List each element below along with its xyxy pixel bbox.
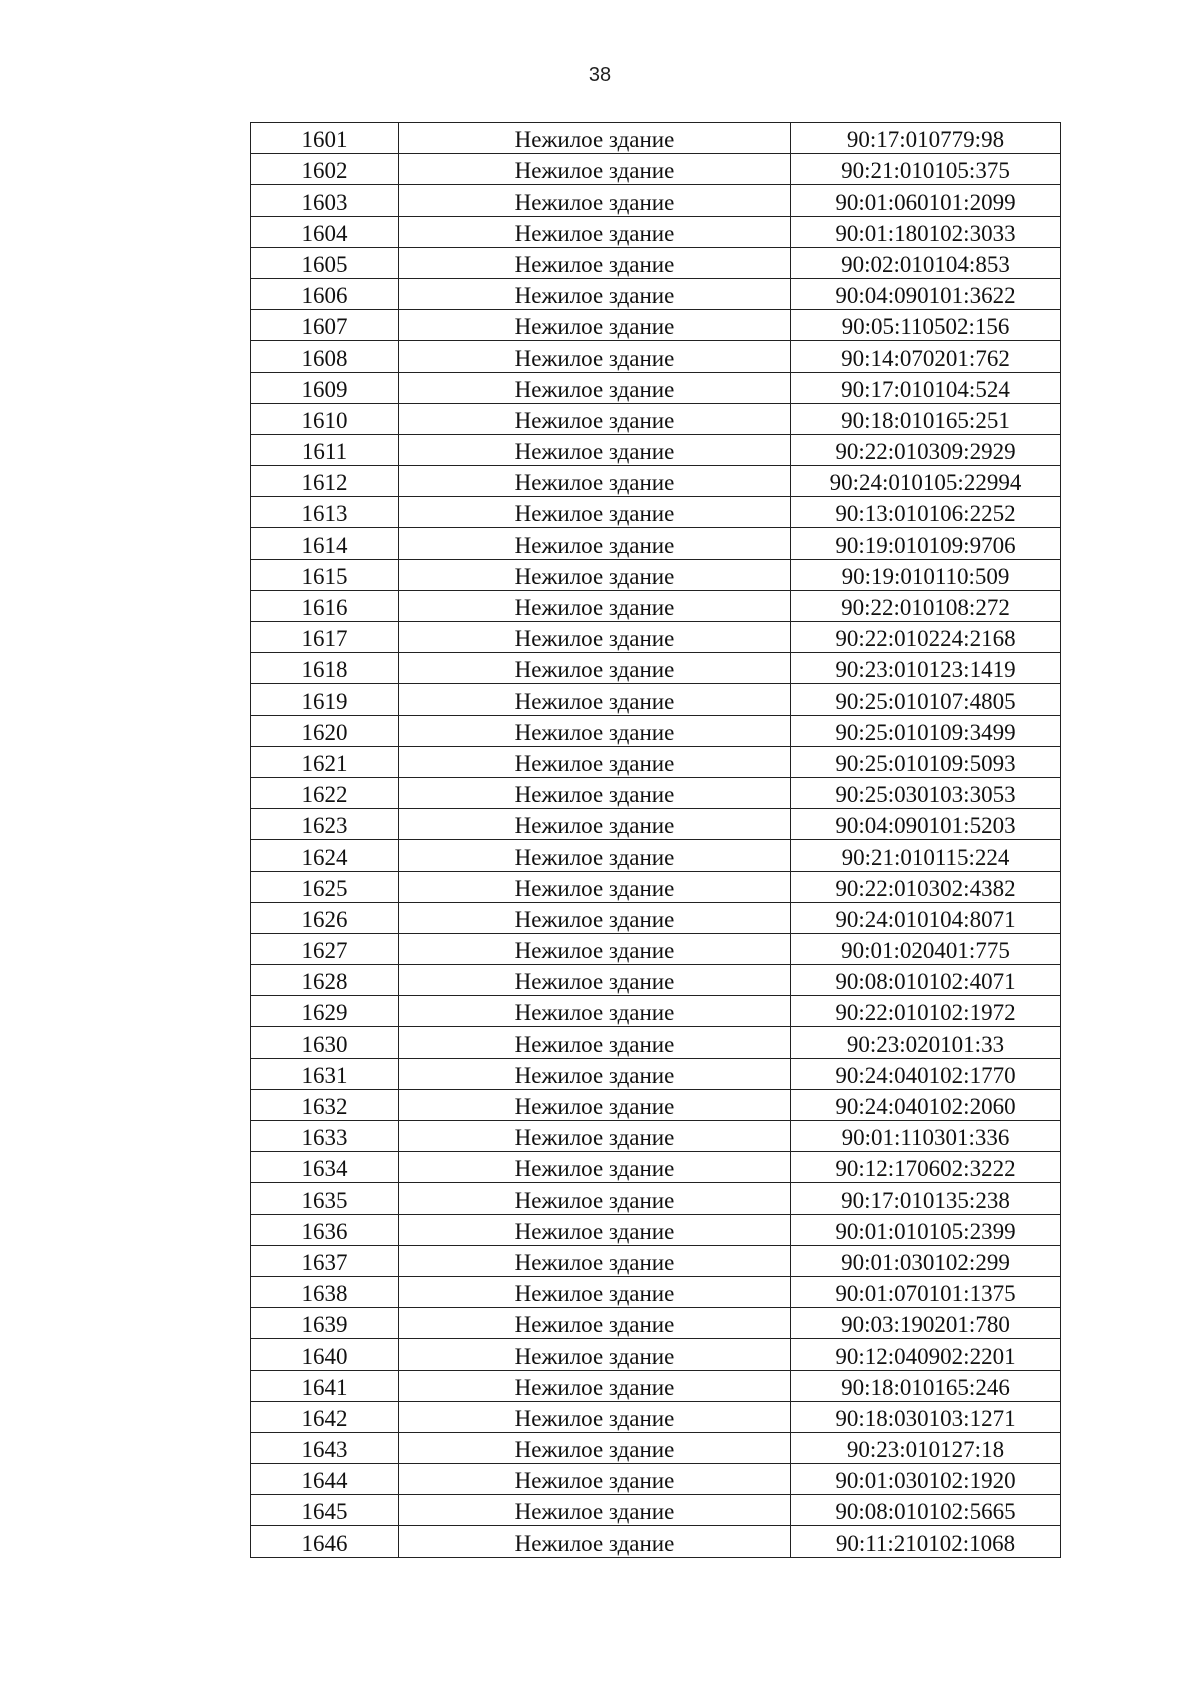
row-number-cell: 1601 <box>251 123 399 154</box>
table-row <box>251 310 1061 341</box>
row-number-cell: 1604 <box>251 216 399 247</box>
row-number-cell: 1609 <box>251 372 399 403</box>
table-row <box>251 1432 1061 1463</box>
object-type-cell: Нежилое здание <box>399 1339 791 1370</box>
cadastral-number-cell: 90:01:030102:299 <box>791 1245 1061 1276</box>
table-row <box>251 403 1061 434</box>
cadastral-number-cell: 90:17:010135:238 <box>791 1183 1061 1214</box>
row-number-cell: 1618 <box>251 653 399 684</box>
row-number-cell: 1640 <box>251 1339 399 1370</box>
object-type-cell: Нежилое здание <box>399 933 791 964</box>
cadastral-number-cell: 90:14:070201:762 <box>791 341 1061 372</box>
table-row <box>251 590 1061 621</box>
object-type-cell: Нежилое здание <box>399 684 791 715</box>
cadastral-number-cell: 90:25:010109:5093 <box>791 746 1061 777</box>
object-type-cell: Нежилое здание <box>399 1464 791 1495</box>
table-row <box>251 341 1061 372</box>
cadastral-number-cell: 90:19:010109:9706 <box>791 528 1061 559</box>
row-number-cell: 1610 <box>251 403 399 434</box>
row-number-cell: 1637 <box>251 1245 399 1276</box>
object-type-cell: Нежилое здание <box>399 1183 791 1214</box>
row-number-cell: 1634 <box>251 1152 399 1183</box>
object-type-cell: Нежилое здание <box>399 840 791 871</box>
row-number-cell: 1621 <box>251 746 399 777</box>
table-row <box>251 278 1061 309</box>
row-number-cell: 1616 <box>251 590 399 621</box>
row-number-cell: 1627 <box>251 933 399 964</box>
object-type-cell: Нежилое здание <box>399 1245 791 1276</box>
object-type-cell: Нежилое здание <box>399 310 791 341</box>
cadastral-number-cell: 90:23:010127:18 <box>791 1432 1061 1463</box>
table-row <box>251 1058 1061 1089</box>
cadastral-number-cell: 90:17:010104:524 <box>791 372 1061 403</box>
table-row <box>251 653 1061 684</box>
table-row <box>251 1121 1061 1152</box>
table-row <box>251 154 1061 185</box>
table-row <box>251 1308 1061 1339</box>
object-type-cell: Нежилое здание <box>399 247 791 278</box>
cadastral-number-cell: 90:01:070101:1375 <box>791 1276 1061 1307</box>
cadastral-number-cell: 90:01:180102:3033 <box>791 216 1061 247</box>
cadastral-number-cell: 90:02:010104:853 <box>791 247 1061 278</box>
table-row <box>251 1027 1061 1058</box>
row-number-cell: 1625 <box>251 871 399 902</box>
cadastral-number-cell: 90:24:040102:2060 <box>791 1089 1061 1120</box>
object-type-cell: Нежилое здание <box>399 497 791 528</box>
object-type-cell: Нежилое здание <box>399 1121 791 1152</box>
row-number-cell: 1605 <box>251 247 399 278</box>
table-row <box>251 902 1061 933</box>
object-type-cell: Нежилое здание <box>399 372 791 403</box>
row-number-cell: 1614 <box>251 528 399 559</box>
row-number-cell: 1635 <box>251 1183 399 1214</box>
row-number-cell: 1629 <box>251 996 399 1027</box>
table-row <box>251 123 1061 154</box>
table-row <box>251 1464 1061 1495</box>
object-type-cell: Нежилое здание <box>399 1495 791 1526</box>
table-row <box>251 497 1061 528</box>
row-number-cell: 1636 <box>251 1214 399 1245</box>
row-number-cell: 1612 <box>251 466 399 497</box>
cadastral-number-cell: 90:23:010123:1419 <box>791 653 1061 684</box>
table-row <box>251 965 1061 996</box>
table-row <box>251 1089 1061 1120</box>
registry-table <box>250 122 1061 1558</box>
object-type-cell: Нежилое здание <box>399 341 791 372</box>
object-type-cell: Нежилое здание <box>399 123 791 154</box>
cadastral-number-cell: 90:22:010224:2168 <box>791 622 1061 653</box>
object-type-cell: Нежилое здание <box>399 278 791 309</box>
cadastral-number-cell: 90:03:190201:780 <box>791 1308 1061 1339</box>
cadastral-number-cell: 90:12:170602:3222 <box>791 1152 1061 1183</box>
row-number-cell: 1632 <box>251 1089 399 1120</box>
table-row <box>251 1276 1061 1307</box>
row-number-cell: 1622 <box>251 777 399 808</box>
object-type-cell: Нежилое здание <box>399 777 791 808</box>
row-number-cell: 1624 <box>251 840 399 871</box>
cadastral-number-cell: 90:24:010104:8071 <box>791 902 1061 933</box>
table-row <box>251 559 1061 590</box>
object-type-cell: Нежилое здание <box>399 871 791 902</box>
row-number-cell: 1646 <box>251 1526 399 1557</box>
table-row <box>251 216 1061 247</box>
table-row <box>251 1214 1061 1245</box>
object-type-cell: Нежилое здание <box>399 528 791 559</box>
object-type-cell: Нежилое здание <box>399 1526 791 1557</box>
cadastral-number-cell: 90:18:010165:251 <box>791 403 1061 434</box>
object-type-cell: Нежилое здание <box>399 1058 791 1089</box>
cadastral-number-cell: 90:24:010105:22994 <box>791 466 1061 497</box>
object-type-cell: Нежилое здание <box>399 965 791 996</box>
cadastral-number-cell: 90:13:010106:2252 <box>791 497 1061 528</box>
table-row <box>251 746 1061 777</box>
cadastral-number-cell: 90:18:030103:1271 <box>791 1401 1061 1432</box>
cadastral-number-cell: 90:23:020101:33 <box>791 1027 1061 1058</box>
row-number-cell: 1619 <box>251 684 399 715</box>
cadastral-number-cell: 90:01:020401:775 <box>791 933 1061 964</box>
table-row <box>251 996 1061 1027</box>
row-number-cell: 1626 <box>251 902 399 933</box>
cadastral-number-cell: 90:05:110502:156 <box>791 310 1061 341</box>
row-number-cell: 1630 <box>251 1027 399 1058</box>
cadastral-number-cell: 90:01:010105:2399 <box>791 1214 1061 1245</box>
row-number-cell: 1620 <box>251 715 399 746</box>
table-row <box>251 466 1061 497</box>
cadastral-number-cell: 90:25:010109:3499 <box>791 715 1061 746</box>
row-number-cell: 1638 <box>251 1276 399 1307</box>
cadastral-number-cell: 90:01:110301:336 <box>791 1121 1061 1152</box>
table-row <box>251 1526 1061 1557</box>
table-row <box>251 809 1061 840</box>
table-row <box>251 185 1061 216</box>
cadastral-number-cell: 90:25:010107:4805 <box>791 684 1061 715</box>
object-type-cell: Нежилое здание <box>399 216 791 247</box>
row-number-cell: 1639 <box>251 1308 399 1339</box>
object-type-cell: Нежилое здание <box>399 653 791 684</box>
table-row <box>251 1183 1061 1214</box>
table-row <box>251 247 1061 278</box>
registry-table-body <box>251 123 1061 1558</box>
table-row <box>251 715 1061 746</box>
row-number-cell: 1644 <box>251 1464 399 1495</box>
table-row <box>251 1152 1061 1183</box>
row-number-cell: 1633 <box>251 1121 399 1152</box>
row-number-cell: 1623 <box>251 809 399 840</box>
table-row <box>251 933 1061 964</box>
row-number-cell: 1613 <box>251 497 399 528</box>
row-number-cell: 1607 <box>251 310 399 341</box>
object-type-cell: Нежилое здание <box>399 466 791 497</box>
row-number-cell: 1645 <box>251 1495 399 1526</box>
object-type-cell: Нежилое здание <box>399 996 791 1027</box>
table-row <box>251 1370 1061 1401</box>
object-type-cell: Нежилое здание <box>399 809 791 840</box>
table-row <box>251 622 1061 653</box>
cadastral-number-cell: 90:01:030102:1920 <box>791 1464 1061 1495</box>
row-number-cell: 1617 <box>251 622 399 653</box>
cadastral-number-cell: 90:18:010165:246 <box>791 1370 1061 1401</box>
row-number-cell: 1628 <box>251 965 399 996</box>
object-type-cell: Нежилое здание <box>399 1152 791 1183</box>
row-number-cell: 1608 <box>251 341 399 372</box>
cadastral-number-cell: 90:22:010108:272 <box>791 590 1061 621</box>
object-type-cell: Нежилое здание <box>399 1432 791 1463</box>
object-type-cell: Нежилое здание <box>399 154 791 185</box>
cadastral-number-cell: 90:24:040102:1770 <box>791 1058 1061 1089</box>
cadastral-number-cell: 90:22:010302:4382 <box>791 871 1061 902</box>
object-type-cell: Нежилое здание <box>399 403 791 434</box>
object-type-cell: Нежилое здание <box>399 1276 791 1307</box>
cadastral-number-cell: 90:22:010309:2929 <box>791 434 1061 465</box>
object-type-cell: Нежилое здание <box>399 746 791 777</box>
table-row <box>251 1495 1061 1526</box>
table-row <box>251 684 1061 715</box>
table-row <box>251 840 1061 871</box>
row-number-cell: 1643 <box>251 1432 399 1463</box>
table-row <box>251 434 1061 465</box>
cadastral-number-cell: 90:25:030103:3053 <box>791 777 1061 808</box>
cadastral-number-cell: 90:21:010105:375 <box>791 154 1061 185</box>
object-type-cell: Нежилое здание <box>399 185 791 216</box>
cadastral-number-cell: 90:04:090101:3622 <box>791 278 1061 309</box>
object-type-cell: Нежилое здание <box>399 1401 791 1432</box>
row-number-cell: 1641 <box>251 1370 399 1401</box>
table-row <box>251 871 1061 902</box>
object-type-cell: Нежилое здание <box>399 1027 791 1058</box>
object-type-cell: Нежилое здание <box>399 434 791 465</box>
row-number-cell: 1631 <box>251 1058 399 1089</box>
row-number-cell: 1602 <box>251 154 399 185</box>
table-row <box>251 1339 1061 1370</box>
row-number-cell: 1642 <box>251 1401 399 1432</box>
table-row <box>251 1245 1061 1276</box>
cadastral-number-cell: 90:12:040902:2201 <box>791 1339 1061 1370</box>
cadastral-number-cell: 90:19:010110:509 <box>791 559 1061 590</box>
page-number: 38 <box>588 64 612 86</box>
object-type-cell: Нежилое здание <box>399 622 791 653</box>
cadastral-number-cell: 90:21:010115:224 <box>791 840 1061 871</box>
object-type-cell: Нежилое здание <box>399 1214 791 1245</box>
object-type-cell: Нежилое здание <box>399 590 791 621</box>
cadastral-number-cell: 90:01:060101:2099 <box>791 185 1061 216</box>
cadastral-number-cell: 90:08:010102:5665 <box>791 1495 1061 1526</box>
row-number-cell: 1615 <box>251 559 399 590</box>
object-type-cell: Нежилое здание <box>399 559 791 590</box>
table-row <box>251 372 1061 403</box>
object-type-cell: Нежилое здание <box>399 1370 791 1401</box>
object-type-cell: Нежилое здание <box>399 902 791 933</box>
object-type-cell: Нежилое здание <box>399 1308 791 1339</box>
row-number-cell: 1611 <box>251 434 399 465</box>
table-row <box>251 528 1061 559</box>
cadastral-number-cell: 90:22:010102:1972 <box>791 996 1061 1027</box>
table-row <box>251 777 1061 808</box>
cadastral-number-cell: 90:17:010779:98 <box>791 123 1061 154</box>
table-row <box>251 1401 1061 1432</box>
row-number-cell: 1603 <box>251 185 399 216</box>
object-type-cell: Нежилое здание <box>399 715 791 746</box>
cadastral-number-cell: 90:11:210102:1068 <box>791 1526 1061 1557</box>
object-type-cell: Нежилое здание <box>399 1089 791 1120</box>
cadastral-number-cell: 90:08:010102:4071 <box>791 965 1061 996</box>
cadastral-number-cell: 90:04:090101:5203 <box>791 809 1061 840</box>
row-number-cell: 1606 <box>251 278 399 309</box>
